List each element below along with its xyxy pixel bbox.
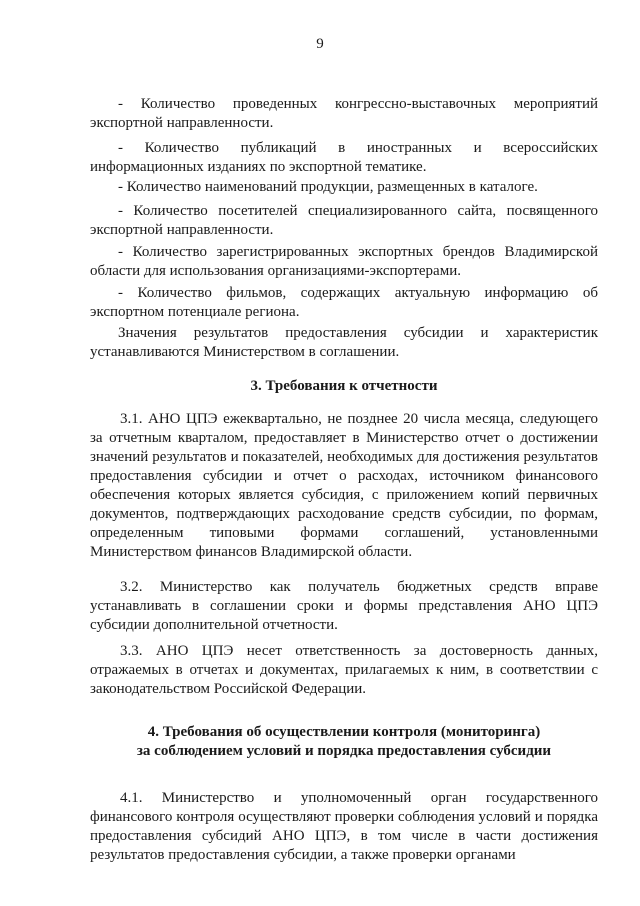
paragraph-4-1: 4.1. Министерство и уполномоченный орган государственного финансового контроля осуществляют проверки соблюдения условий и порядка предоставления субсидий АНО ЦПЭ, в том числе в части достижения результатов предоставления субсидии, а также проверки органами (90, 790, 598, 863)
list-item: - Количество проведенных конгрессно-выставочных мероприятий экспортной направленности. (90, 96, 598, 131)
list-item: - Количество наименований продукции, размещенных в каталоге. (118, 179, 538, 195)
list-item: - Количество посетителей специализированного сайта, посвященного экспортной направленности. (90, 203, 598, 238)
values-paragraph: Значения результатов предоставления субсидии и характеристик устанавливаются Министерством в соглашении. (90, 325, 598, 360)
section-3-heading: 3. Требования к отчетности (250, 378, 438, 394)
list-item: - Количество публикаций в иностранных и всероссийских информационных изданиях по экспортной тематике. (90, 140, 598, 175)
section-4-heading-line-2: за соблюдением условий и порядка предоставления субсидии (136, 743, 552, 759)
paragraph-3-2: 3.2. Министерство как получатель бюджетных средств вправе устанавливать в соглашении сроки и формы представления АНО ЦПЭ субсидии дополнительной отчетности. (90, 579, 598, 633)
list-item: - Количество зарегистрированных экспортных брендов Владимирской области для использования организациями-экспортерами. (90, 244, 598, 279)
paragraph-3-1: 3.1. АНО ЦПЭ ежеквартально, не позднее 20 числа месяца, следующего за отчетным кварталом, предоставляет в Министерство отчет о достижении значений результатов и показателей, необходимых для достижения результатов предоставления субсидии и отчет о расходах, источником финансового обеспечения которых является субсидия, с приложением копий первичных документов, подтверждающих расходование средств субсидии, по формам, определенным типовыми формами соглашений, установленными Министерством финансов Владимирской области. (90, 411, 598, 560)
list-item: - Количество фильмов, содержащих актуальную информацию об экспортном потенциале региона. (90, 285, 598, 320)
paragraph-3-3: 3.3. АНО ЦПЭ несет ответственность за достоверность данных, отражаемых в отчетах и документах, прилагаемых к ним, в соответствии с законодательством Российской Федерации. (90, 643, 598, 697)
section-4-heading-line-1: 4. Требования об осуществлении контроля (мониторинга) (147, 724, 541, 740)
page-number: 9 (316, 36, 324, 52)
